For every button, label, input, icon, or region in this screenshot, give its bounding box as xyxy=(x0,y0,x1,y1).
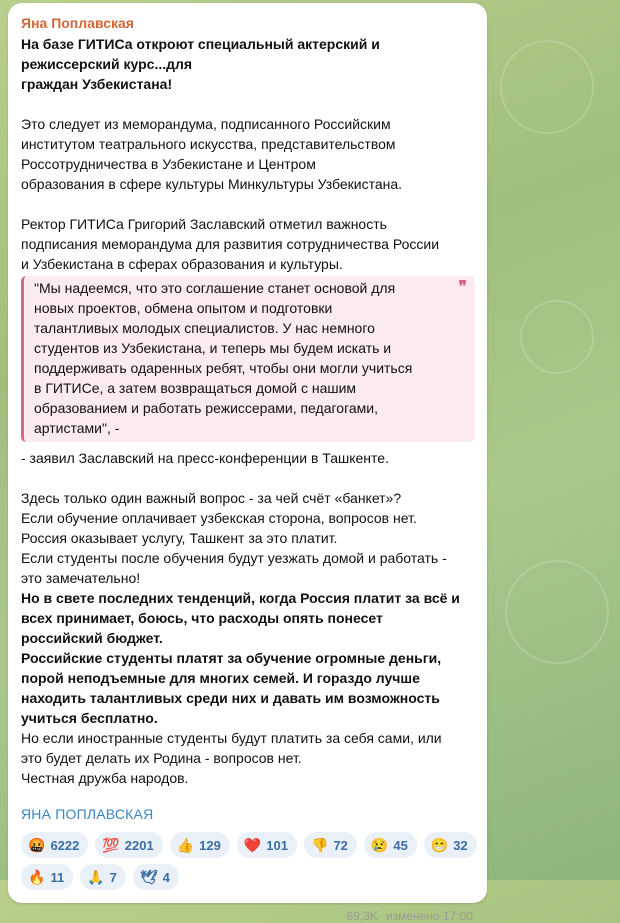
quote-icon: ❞ xyxy=(458,279,467,296)
text-line: подписания меморандума для развития сотрудничества России xyxy=(21,236,440,252)
bold-line: находить талантливых среди них и давать им возможность xyxy=(21,690,440,706)
reaction-count: 72 xyxy=(333,837,348,853)
reaction-count: 6222 xyxy=(50,837,80,853)
reaction-count: 101 xyxy=(266,837,288,853)
reaction-pray[interactable] xyxy=(80,864,126,890)
grinning-face-icon: 😁 xyxy=(430,837,449,853)
quote-line: артистами", - xyxy=(34,420,120,436)
bold-line: порой неподъемные для многих семей. И гораздо лучше xyxy=(21,670,420,686)
quote-line: в ГИТИСе, а затем возвращаться домой с нашим xyxy=(34,380,357,396)
title-line: граждан Узбекистана! xyxy=(21,76,173,92)
reaction-count: 4 xyxy=(162,869,170,885)
bold-line: российский бюджет. xyxy=(21,630,163,646)
reaction-count: 2201 xyxy=(124,837,154,853)
quote-line: "Мы надеемся, что это соглашение станет основой для xyxy=(34,280,396,296)
hundred-points-icon: 💯 xyxy=(102,837,120,853)
reaction-count: 129 xyxy=(199,837,221,853)
background-doodle xyxy=(500,40,594,134)
text-line: это замечательно! xyxy=(21,570,141,586)
reaction-angry[interactable] xyxy=(21,832,88,858)
bold-line: всех принимает, боюсь, что расходы опять понесет xyxy=(21,610,383,626)
background-doodle xyxy=(505,560,609,664)
views-count: 69,3K xyxy=(346,909,378,923)
message-text xyxy=(21,34,475,788)
text-line: и Узбекистана в сферах образования и культуры. xyxy=(21,256,343,272)
reaction-grin[interactable] xyxy=(424,832,477,858)
text-line: Россотрудничества в Узбекистане и Центром xyxy=(21,156,316,172)
message-author[interactable]: Яна Поплавская xyxy=(21,15,134,31)
message-meta xyxy=(347,909,473,923)
reaction-heart[interactable] xyxy=(237,832,297,858)
background-doodle xyxy=(520,300,594,374)
edited-time: изменено 17:00 xyxy=(385,909,473,923)
text-line: Если обучение оплачивает узбекская сторона, вопросов нет. xyxy=(21,510,417,526)
crying-face-icon: 😢 xyxy=(370,837,389,853)
reactions-bar xyxy=(21,832,481,890)
text-line: Но если иностранные студенты будут платить за себя сами, или xyxy=(21,730,442,746)
praying-hands-icon: 🙏 xyxy=(87,869,105,885)
reaction-thumbs-up[interactable] xyxy=(170,832,230,858)
reaction-crying[interactable] xyxy=(364,832,417,858)
text-line: Здесь только один важный вопрос - за чей счёт «банкет»? xyxy=(21,490,402,506)
reaction-thumbs-down[interactable] xyxy=(304,832,357,858)
dove-icon: 🕊 xyxy=(139,869,158,885)
text-line: Ректор ГИТИСа Григорий Заславский отметил важность xyxy=(21,216,387,232)
quote-line: образованием и работать режиссерами, педагогами, xyxy=(34,400,378,416)
heart-icon: ❤️ xyxy=(243,837,262,853)
thumbs-down-icon: 👎 xyxy=(311,837,329,853)
message-bubble[interactable] xyxy=(8,3,487,923)
reaction-count: 45 xyxy=(393,837,408,853)
reaction-hundred[interactable] xyxy=(95,832,162,858)
text-line: Это следует из меморандума, подписанного Российским xyxy=(21,116,391,132)
text-line: это будет делать их Родина - вопросов нет. xyxy=(21,750,302,766)
title-line: режиссерский курс...для xyxy=(21,56,193,72)
reaction-count: 11 xyxy=(50,869,65,885)
quote-line: поддерживать одаренных ребят, чтобы они могли учиться xyxy=(34,360,413,376)
reaction-count: 32 xyxy=(453,837,468,853)
quote-line: студентов из Узбекистана, и теперь мы будем искать и xyxy=(34,340,392,356)
title-line: На базе ГИТИСа откроют специальный актерский и xyxy=(21,36,380,52)
quote-line: новых проектов, обмена опытом и подготовки xyxy=(34,300,333,316)
reaction-fire[interactable] xyxy=(21,864,73,890)
thumbs-up-icon: 👍 xyxy=(176,837,195,853)
text-line: образования в сфере культуры Минкультуры Узбекистана. xyxy=(21,176,403,192)
text-line: Россия оказывает услугу, Ташкент за это платит. xyxy=(21,530,338,546)
reaction-count: 7 xyxy=(109,869,117,885)
bold-line: Российские студенты платят за обучение огромные деньги, xyxy=(21,650,442,666)
reaction-dove[interactable] xyxy=(133,864,179,890)
quote-line: талантливых молодых специалистов. У нас немного xyxy=(34,320,375,336)
bold-line: Но в свете последних тенденций, когда Россия платит за всё и xyxy=(21,590,460,606)
blockquote xyxy=(21,276,475,442)
fire-icon: 🔥 xyxy=(28,869,46,885)
bold-line: учиться бесплатно. xyxy=(21,710,158,726)
signature-link[interactable]: ЯНА ПОПЛАВСКАЯ xyxy=(21,806,154,822)
text-line: Честная дружба народов. xyxy=(21,770,189,786)
angry-face-icon: 🤬 xyxy=(28,837,46,853)
text-line: Если студенты после обучения будут уезжать домой и работать - xyxy=(21,550,447,566)
text-line: - заявил Заславский на пресс-конференции в Ташкенте. xyxy=(21,450,389,466)
text-line: институтом театрального искусства, представительством xyxy=(21,136,396,152)
